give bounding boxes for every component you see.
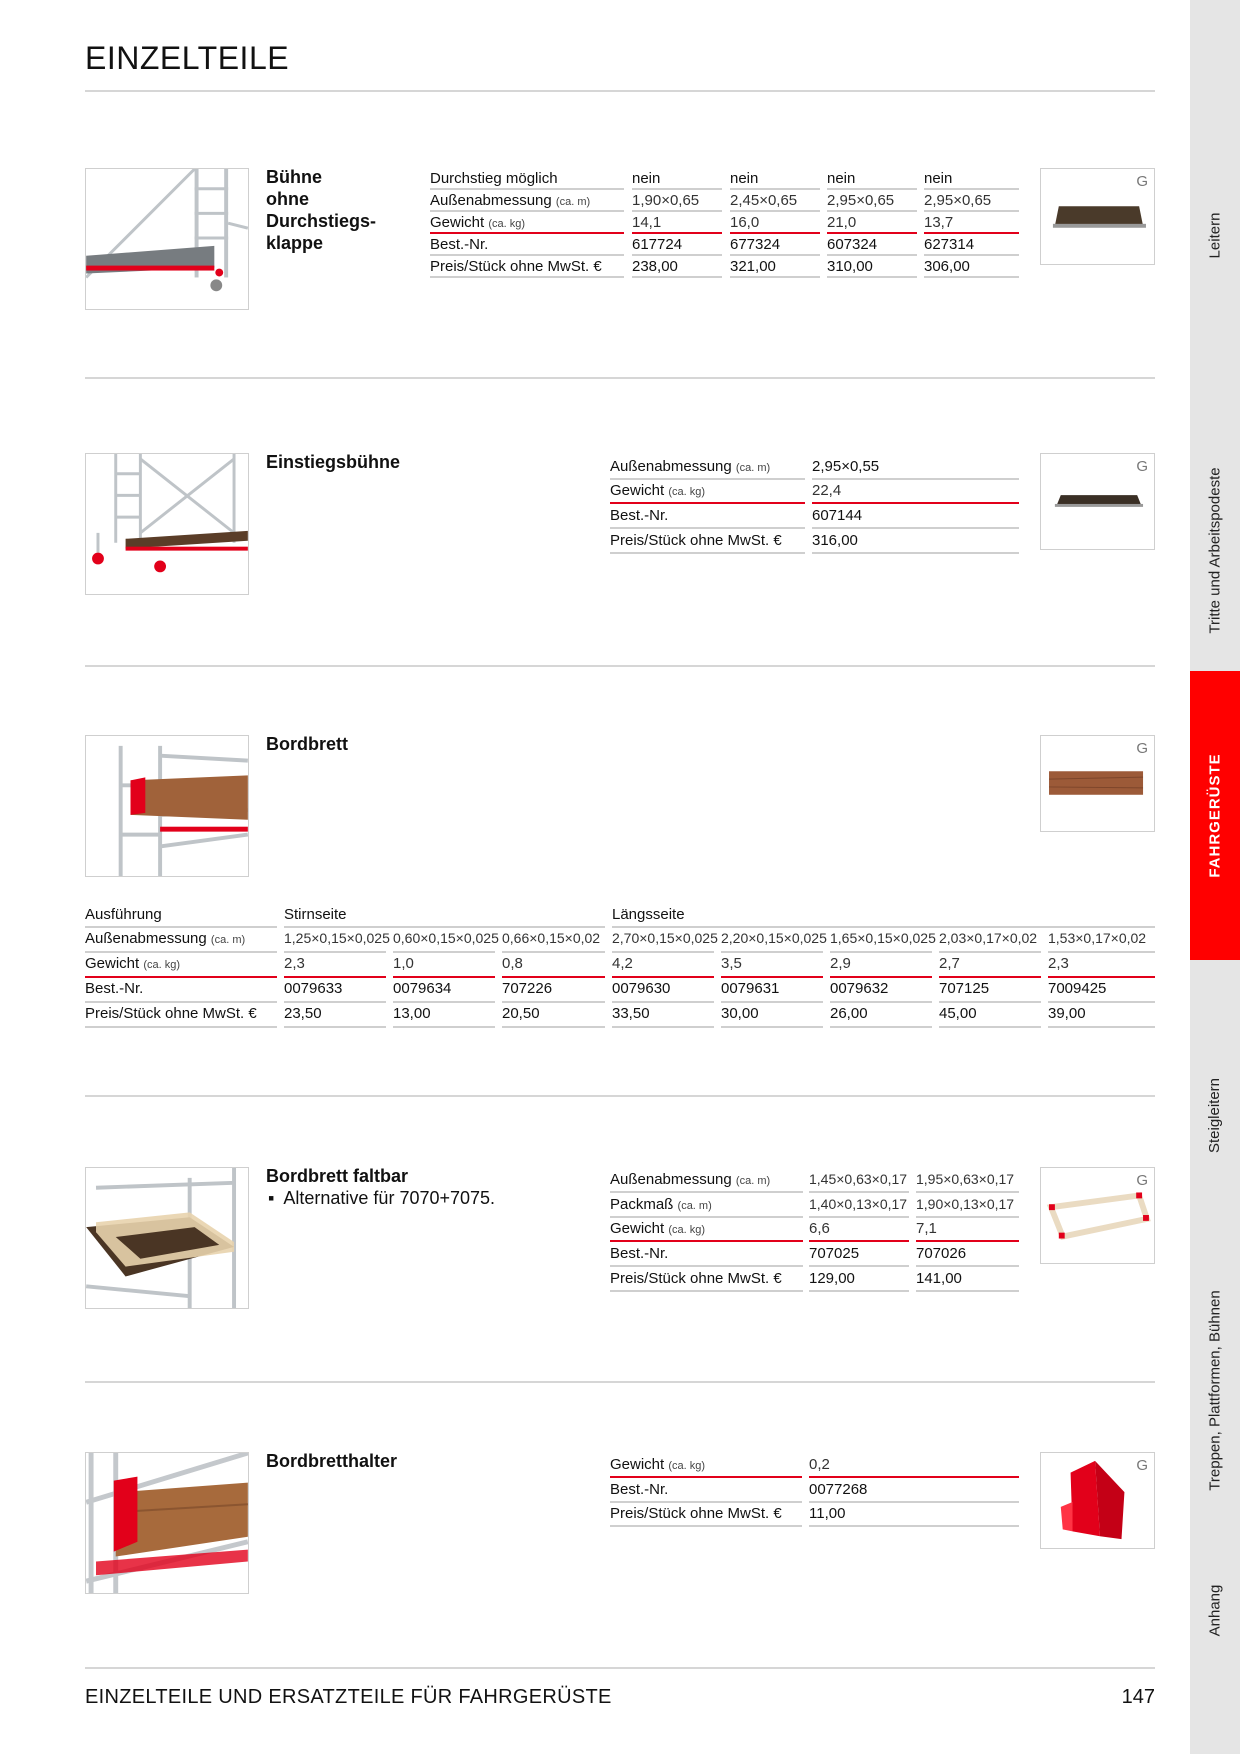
- spec-value: 306,00: [924, 256, 1019, 278]
- halter-title: Bordbretthalter: [266, 1451, 398, 1471]
- spec-value: 677324: [730, 234, 820, 256]
- chapter-sidebar: [1190, 0, 1240, 1754]
- einstieg-product-photo: [1040, 453, 1155, 550]
- spec-value: 0079634: [393, 978, 495, 1003]
- spec-value: 1,45×0,63×0,17: [809, 1169, 909, 1193]
- spec-value: 7,1: [916, 1218, 1019, 1242]
- spec-value: 0,8: [502, 953, 605, 978]
- spec-value: 0077268: [809, 1479, 1019, 1503]
- spec-value: 0079633: [284, 978, 386, 1003]
- spec-value: 14,1: [632, 212, 722, 234]
- spec-value: 1,25×0,15×0,025: [284, 928, 386, 953]
- spec-value: 707125: [939, 978, 1041, 1003]
- group-g-label: G: [1136, 740, 1148, 757]
- halter-product-photo: [1040, 1452, 1155, 1549]
- spec-value: 16,0: [730, 212, 820, 234]
- spec-value: 6,6: [809, 1218, 909, 1242]
- spec-value: 33,50: [612, 1003, 714, 1028]
- spec-value: 2,95×0,55: [812, 456, 1019, 480]
- spec-value: 39,00: [1048, 1003, 1155, 1028]
- sidebar-tab-anhang[interactable]: Anhang: [1206, 1584, 1224, 1636]
- spec-value: 13,00: [393, 1003, 495, 1028]
- spec-value: 0,66×0,15×0,02: [502, 928, 605, 953]
- spec-value: 0079631: [721, 978, 823, 1003]
- spec-value: 20,50: [502, 1003, 605, 1028]
- spec-value: nein: [924, 168, 1019, 190]
- spec-label: Preis/Stück ohne MwSt. €: [610, 530, 805, 554]
- spec-label: Außenabmessung (ca. m): [85, 928, 277, 953]
- spec-value: 2,9: [830, 953, 932, 978]
- section-divider: [85, 377, 1155, 379]
- spec-label: Gewicht (ca. kg): [430, 212, 624, 234]
- bordbrett-scaffold-photo: [85, 735, 249, 877]
- spec-label: Best.-Nr.: [85, 978, 277, 1003]
- spec-value: 141,00: [916, 1268, 1019, 1292]
- faltbar-title: Bordbrett faltbar: [266, 1166, 409, 1186]
- group-g-label: G: [1136, 1457, 1148, 1474]
- spec-value: 2,20×0,15×0,025: [721, 928, 823, 953]
- spec-value: 129,00: [809, 1268, 909, 1292]
- spec-label: Gewicht (ca. kg): [85, 953, 277, 978]
- spec-value: 13,7: [924, 212, 1019, 234]
- spec-value: 238,00: [632, 256, 722, 278]
- spec-value: 321,00: [730, 256, 820, 278]
- spec-value: 26,00: [830, 1003, 932, 1028]
- spec-value: nein: [632, 168, 722, 190]
- spec-label: Außenabmessung (ca. m): [610, 1169, 803, 1193]
- spec-value: 3,5: [721, 953, 823, 978]
- sidebar-tab-leitern[interactable]: Leitern: [1206, 212, 1224, 258]
- spec-value: 2,70×0,15×0,025: [612, 928, 714, 953]
- spec-value: 2,3: [284, 953, 386, 978]
- sidebar-tab-tritte[interactable]: Tritte und Arbeitspodeste: [1206, 466, 1224, 634]
- spec-value: nein: [827, 168, 917, 190]
- footer-title: EINZELTEILE UND ERSATZTEILE FÜR FAHRGERÜSTE: [85, 1686, 612, 1708]
- faltbar-product-photo: [1040, 1167, 1155, 1264]
- buehne-product-photo: [1040, 168, 1155, 265]
- group-header-laengsseite: Längsseite: [612, 904, 1155, 928]
- sidebar-tab-fahrgerueste[interactable]: FAHRGERÜSTE: [1190, 671, 1240, 960]
- spec-value: 627314: [924, 234, 1019, 256]
- bordbrett-title: Bordbrett: [266, 734, 348, 754]
- spec-label: Gewicht (ca. kg): [610, 480, 805, 504]
- group-g-label: G: [1136, 458, 1148, 475]
- group-g-label: G: [1136, 1172, 1148, 1189]
- spec-value: 2,7: [939, 953, 1041, 978]
- spec-value: nein: [730, 168, 820, 190]
- spec-value: 707025: [809, 1243, 909, 1267]
- spec-value: 1,0: [393, 953, 495, 978]
- spec-label: Durchstieg möglich: [430, 168, 624, 190]
- page-title: EINZELTEILE: [85, 40, 290, 76]
- spec-value: 30,00: [721, 1003, 823, 1028]
- bordbrett-product-photo: [1040, 735, 1155, 832]
- spec-value: 0,2: [809, 1454, 1019, 1478]
- spec-label: Preis/Stück ohne MwSt. €: [610, 1268, 803, 1292]
- spec-value: 707026: [916, 1243, 1019, 1267]
- spec-value: 23,50: [284, 1003, 386, 1028]
- spec-label: Preis/Stück ohne MwSt. €: [430, 256, 624, 278]
- section-divider: [85, 1381, 1155, 1383]
- spec-value: 1,90×0,65: [632, 190, 722, 212]
- section-divider: [85, 1095, 1155, 1097]
- spec-value: 2,03×0,17×0,02: [939, 928, 1041, 953]
- spec-value: 0079632: [830, 978, 932, 1003]
- spec-value: 22,4: [812, 480, 1019, 504]
- einstieg-title: Einstiegsbühne: [266, 452, 401, 472]
- spec-value: 4,2: [612, 953, 714, 978]
- spec-label: Best.-Nr.: [610, 1479, 802, 1503]
- spec-value: 0,60×0,15×0,025: [393, 928, 495, 953]
- spec-value: 45,00: [939, 1003, 1041, 1028]
- spec-label: Gewicht (ca. kg): [610, 1218, 803, 1242]
- faltbar-scaffold-photo: [85, 1167, 249, 1309]
- spec-value: 2,95×0,65: [924, 190, 1019, 212]
- einstieg-scaffold-photo: [85, 453, 249, 595]
- spec-label: Außenabmessung (ca. m): [610, 456, 805, 480]
- spec-value: 2,95×0,65: [827, 190, 917, 212]
- buehne-scaffold-photo: [85, 168, 249, 310]
- spec-value: 0079630: [612, 978, 714, 1003]
- spec-label: Ausführung: [85, 904, 277, 928]
- spec-value: 1,40×0,13×0,17: [809, 1194, 909, 1218]
- spec-label: Best.-Nr.: [430, 234, 624, 256]
- spec-value: 1,95×0,63×0,17: [916, 1169, 1019, 1193]
- spec-value: 607324: [827, 234, 917, 256]
- spec-value: 2,3: [1048, 953, 1155, 978]
- sidebar-tab-treppen[interactable]: Treppen, Plattformen, Bühnen: [1206, 1289, 1224, 1491]
- spec-label: Preis/Stück ohne MwSt. €: [85, 1003, 277, 1028]
- footer-divider: [85, 1667, 1155, 1669]
- spec-label: Preis/Stück ohne MwSt. €: [610, 1503, 802, 1527]
- spec-label: Außenabmessung (ca. m): [430, 190, 624, 212]
- buehne-title: Bühne ohne Durchstiegs- klappe: [266, 167, 377, 253]
- spec-value: 607144: [812, 505, 1019, 529]
- spec-value: 21,0: [827, 212, 917, 234]
- spec-value: 316,00: [812, 530, 1019, 554]
- faltbar-bullet: ▪ Alternative für 7070+7075.: [268, 1188, 496, 1208]
- sidebar-tab-steigleitern[interactable]: Steigleitern: [1206, 1077, 1224, 1153]
- spec-label: Best.-Nr.: [610, 1243, 803, 1267]
- spec-value: 1,90×0,13×0,17: [916, 1194, 1019, 1218]
- group-header-stirnseite: Stirnseite: [284, 904, 605, 928]
- spec-value: 11,00: [809, 1503, 1019, 1527]
- group-g-label: G: [1136, 173, 1148, 190]
- spec-value: 7009425: [1048, 978, 1155, 1003]
- spec-label: Best.-Nr.: [610, 505, 805, 529]
- spec-value: 707226: [502, 978, 605, 1003]
- spec-value: 2,45×0,65: [730, 190, 820, 212]
- spec-label: Packmaß (ca. m): [610, 1194, 803, 1218]
- section-divider: [85, 665, 1155, 667]
- spec-value: 617724: [632, 234, 722, 256]
- halter-scaffold-photo: [85, 1452, 249, 1594]
- spec-value: 310,00: [827, 256, 917, 278]
- page-number: 147: [1121, 1686, 1155, 1708]
- header-divider: [85, 90, 1155, 92]
- spec-value: 1,53×0,17×0,02: [1048, 928, 1155, 953]
- spec-value: 1,65×0,15×0,025: [830, 928, 932, 953]
- spec-label: Gewicht (ca. kg): [610, 1454, 802, 1478]
